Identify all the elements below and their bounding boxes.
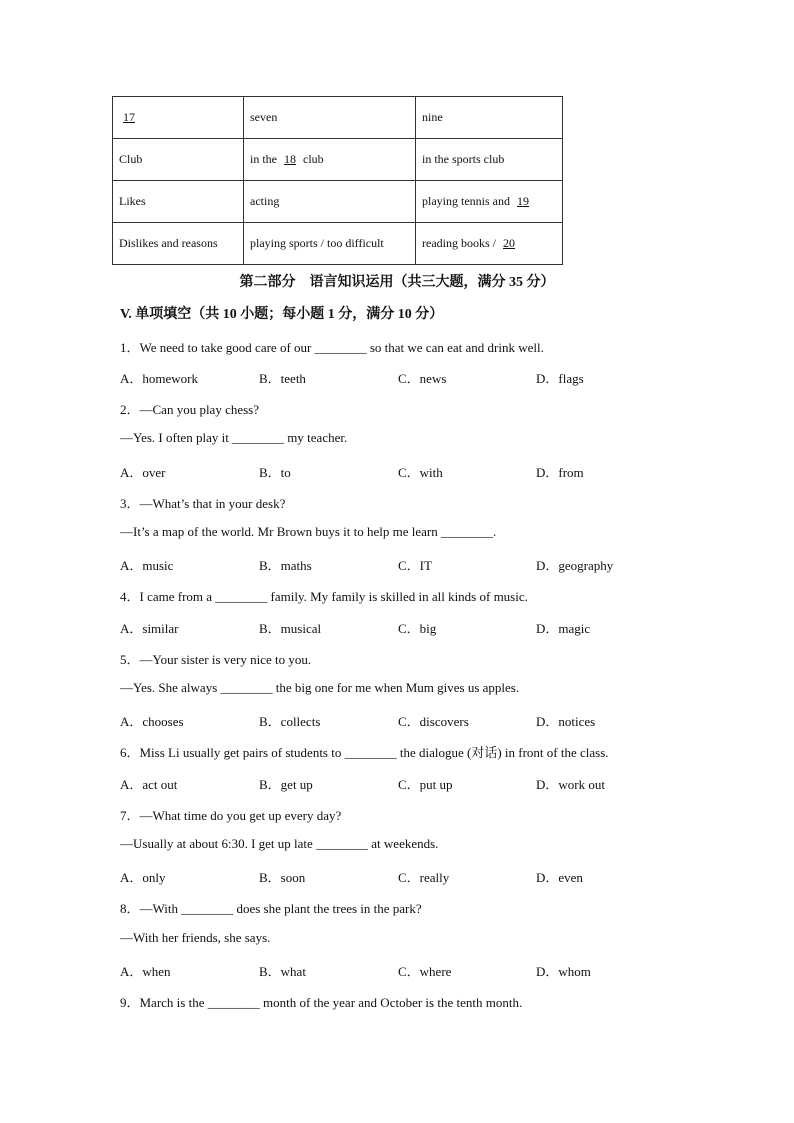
table-row xyxy=(113,223,563,265)
table-row xyxy=(113,139,563,181)
table-cell: acting xyxy=(244,181,416,223)
question-reply: —Usually at about 6:30. I get up late ________ at weekends. xyxy=(120,836,439,851)
option-c[interactable]: C．put up xyxy=(398,777,453,792)
section-title: 语言知识运用（共三大题，满分 35 分） xyxy=(309,275,555,290)
section-part: 第二部分 xyxy=(239,275,296,290)
option-b[interactable]: B．soon xyxy=(259,870,306,885)
question-stem: 1．We need to take good care of our ________ so that we can eat and drink well. xyxy=(120,340,544,355)
table-cell: Club xyxy=(113,139,244,181)
option-b[interactable]: B．teeth xyxy=(259,371,306,386)
option-b[interactable]: B．maths xyxy=(259,558,312,573)
question-reply: —Yes. I often play it ________ my teacher. xyxy=(120,430,348,445)
option-d[interactable]: D．work out xyxy=(536,777,605,792)
option-a[interactable]: A．over xyxy=(120,465,166,480)
table-cell: nine xyxy=(416,97,563,139)
option-d[interactable]: D．magic xyxy=(536,621,591,636)
blank-number: 17 xyxy=(123,110,135,124)
question-reply: —With her friends, she says. xyxy=(120,930,271,945)
question-stem: 8．—With ________ does she plant the trees in the park? xyxy=(120,901,422,916)
option-d[interactable]: D．flags xyxy=(536,371,584,386)
option-d[interactable]: D．notices xyxy=(536,714,596,729)
option-a[interactable]: A．similar xyxy=(120,621,179,636)
option-c[interactable]: C．discovers xyxy=(398,714,469,729)
option-d[interactable]: D．whom xyxy=(536,964,591,979)
option-d[interactable]: D．geography xyxy=(536,558,614,573)
cell-text: in the xyxy=(250,152,280,166)
subsection-heading: V. 单项填空（共 10 小题；每小题 1 分，满分 10 分） xyxy=(120,307,444,322)
question-stem: 2．—Can you play chess? xyxy=(120,402,260,417)
option-a[interactable]: A．homework xyxy=(120,371,198,386)
option-b[interactable]: B．collects xyxy=(259,714,321,729)
option-d[interactable]: D．from xyxy=(536,465,584,480)
question-stem: 9．March is the ________ month of the year and October is the tenth month. xyxy=(120,995,523,1010)
table-cell: seven xyxy=(244,97,416,139)
option-c[interactable]: C．where xyxy=(398,964,452,979)
question-stem: 3．—What’s that in your desk? xyxy=(120,496,286,511)
option-c[interactable]: C．with xyxy=(398,465,443,480)
question-reply: —It’s a map of the world. Mr Brown buys it to help me learn ________. xyxy=(120,524,497,539)
question-reply: —Yes. She always ________ the big one for me when Mum gives us apples. xyxy=(120,680,520,695)
blank-number: 19 xyxy=(516,194,529,208)
table-cell: Likes xyxy=(113,181,244,223)
question-stem: 4．I came from a ________ family. My family is skilled in all kinds of music. xyxy=(120,589,528,604)
table-row xyxy=(113,97,563,139)
question-stem: 6．Miss Li usually get pairs of students to ________ the dialogue (对话) in front of the class. xyxy=(120,745,609,760)
cell-text: reading books / xyxy=(422,236,499,250)
option-c[interactable]: C．big xyxy=(398,621,437,636)
option-c[interactable]: C．really xyxy=(398,870,450,885)
table-cell: playing sports / too difficult xyxy=(244,223,416,265)
option-c[interactable]: C．IT xyxy=(398,558,432,573)
option-a[interactable]: A．chooses xyxy=(120,714,184,729)
option-b[interactable]: B．what xyxy=(259,964,306,979)
option-a[interactable]: A．when xyxy=(120,964,171,979)
table-cell: in the sports club xyxy=(416,139,563,181)
info-table xyxy=(112,96,563,265)
table-row xyxy=(113,181,563,223)
option-c[interactable]: C．news xyxy=(398,371,447,386)
section-heading xyxy=(0,271,794,291)
option-b[interactable]: B．musical xyxy=(259,621,322,636)
option-d[interactable]: D．even xyxy=(536,870,583,885)
option-a[interactable]: A．only xyxy=(120,870,166,885)
table-cell xyxy=(113,97,244,139)
blank-number: 18 xyxy=(284,152,296,166)
blank-number: 20 xyxy=(503,236,515,250)
cell-text: club xyxy=(300,152,324,166)
option-b[interactable]: B．to xyxy=(259,465,291,480)
table-cell xyxy=(244,139,416,181)
table-cell xyxy=(416,223,563,265)
question-stem: 7．—What time do you get up every day? xyxy=(120,808,342,823)
cell-text: playing tennis and xyxy=(422,194,513,208)
option-b[interactable]: B．get up xyxy=(259,777,313,792)
question-stem: 5．—Your sister is very nice to you. xyxy=(120,652,312,667)
table-cell: Dislikes and reasons xyxy=(113,223,244,265)
table-cell xyxy=(416,181,563,223)
option-a[interactable]: A．act out xyxy=(120,777,178,792)
option-a[interactable]: A．music xyxy=(120,558,174,573)
